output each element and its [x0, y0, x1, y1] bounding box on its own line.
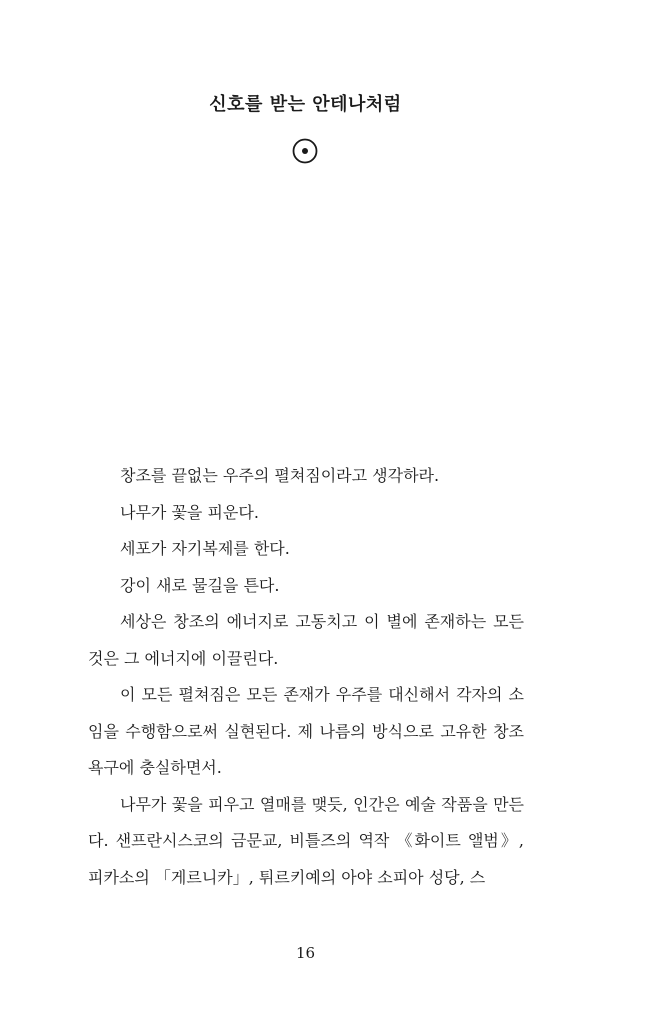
- chapter-title: 신호를 받는 안테나처럼: [209, 94, 402, 115]
- body-text: [88, 458, 524, 896]
- paragraph: 세포가 자기복제를 한다.: [120, 539, 290, 558]
- circled-dot-icon: [292, 138, 318, 164]
- paragraph: 강이 새로 물길을 튼다.: [120, 575, 280, 595]
- paragraph: 세상은 창조의 에너지로 고동치고 이 별에 존재하는 모든 것은 그 에너지에 이끌린다.: [88, 612, 524, 668]
- paragraph: 나무가 꽃을 피우고 열매를 맺듯, 인간은 예술 작품을 만든다. 샌프란시스코의 금문교, 비틀즈의 역작 《화이트 앨범》, 피카소의 「게르니카」, 튀르키예의 아야 소피아 성당, 스: [88, 794, 524, 887]
- paragraph: 이 모든 펼쳐짐은 모든 존재가 우주를 대신해서 각자의 소임을 수행함으로써 실현된다. 제 나름의 방식으로 고유한 창조 욕구에 충실하면서.: [88, 685, 524, 777]
- page-number: 16: [295, 944, 316, 962]
- paragraph: 창조를 끝없는 우주의 펼쳐짐이라고 생각하라.: [120, 466, 440, 485]
- paragraph: 나무가 꽃을 피운다.: [120, 502, 259, 522]
